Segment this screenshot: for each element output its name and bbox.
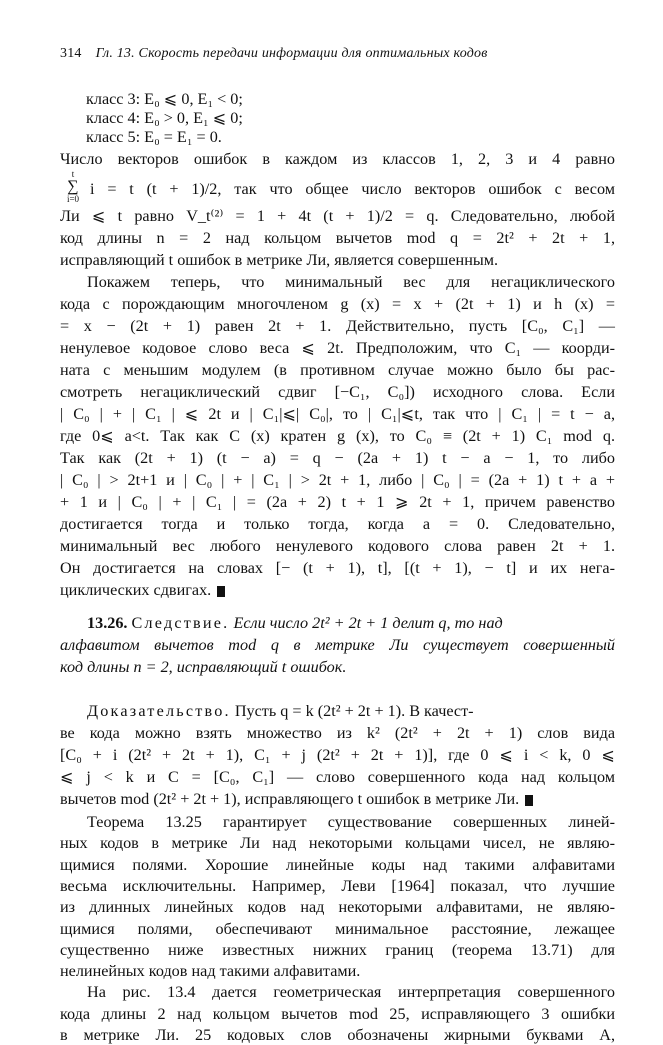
running-title: Гл. 13. Скорость передачи информации для оптимальных кодов: [95, 46, 488, 61]
text-line: Покажем теперь, что минимальный вес для негациклического: [87, 273, 615, 291]
text-line: щимися полями. Хорошие линейные коды над такими алфавитами: [60, 855, 615, 874]
proof-text: ве кода можно взять множество из k² (2t² + 2t + 1) слов вида: [60, 724, 615, 742]
text-line: [60, 579, 615, 601]
corollary-title: Следствие.: [131, 614, 230, 632]
page-number: 314: [60, 46, 82, 61]
class-line: класс 4: E₀ > 0, E₁ ⩽ 0;: [86, 109, 243, 127]
text-line: На рис. 13.4 дается геометрическая интерпретация совершенного: [87, 983, 615, 1002]
corollary-text: код длины n = 2, исправляющий t ошибок.: [60, 658, 347, 676]
text-line: кода длины 2 над кольцом вычетов mod 25, исправляющего 3 ошибки: [60, 1004, 615, 1023]
text-line: достигается тогда и только тогда, когда a = 0. Следовательно,: [60, 515, 615, 533]
class-line: класс 5: E₀ = E₁ = 0.: [86, 128, 222, 146]
summation-symbol: t ∑ i=0: [66, 169, 80, 204]
text-line: в метрике Ли. 25 кодовых слов обозначены жирными буквами A,: [60, 1026, 615, 1044]
proof-text: [60, 788, 615, 810]
running-header: [60, 46, 620, 62]
text-line: весьма исключительны. Например, Леви [1964] показал, что лучшие: [60, 876, 615, 895]
proof-text: ⩽ j < k и C = [C₀, C₁] — слово совершенного кода над кольцом: [60, 768, 615, 786]
text-line: Ли ⩽ t равно V_t⁽²⁾ = 1 + 4t (t + 1)/2 = q. Следовательно, любой: [60, 207, 615, 225]
text-line: = x − (2t + 1) равен 2t + 1. Действительно, пусть [C₀, C₁] —: [60, 317, 615, 335]
corollary-line: [87, 612, 615, 634]
proof-text: [C₀ + i (2t² + 2t + 1), C₁ + j (2t² + 2t + 1)], где 0 ⩽ i < k, 0 ⩽: [60, 746, 615, 764]
text-line: Он достигается на словах [− (t + 1), t], [(t + 1), − t] и их нега-: [60, 559, 615, 577]
text-line: где 0⩽ a<t. Так как C (x) кратен g (x), то C₀ ≡ (2t + 1) C₁ mod q.: [60, 427, 615, 445]
text-line: Теорема 13.25 гарантирует существование совершенных линей-: [87, 813, 615, 831]
text-line: i = t (t + 1)/2, так что общее число векторов ошибок с весом: [90, 180, 615, 198]
end-of-proof-mark: [525, 795, 533, 806]
text-line: ненулевое кодовое слово веса ⩽ 2t. Предположим, что C₁ — коорди-: [60, 339, 615, 357]
text-line: Так как (2t + 1) (t − a) = q − (2a + 1) t − a − 1, то либо: [60, 449, 615, 467]
proof-title: Доказательство.: [87, 702, 231, 720]
text-line: | C₀ | + | C₁ | ⩽ 2t и | C₁|⩽| C₀|, то | C₁|⩽t, так что | C₁ | = t − a,: [60, 405, 615, 423]
text-line: кода с порождающим многочленом g (x) = x + (2t + 1) и h (x) =: [60, 295, 615, 313]
text-line: минимальный вес любого ненулевого кодового слова равен 2t + 1.: [60, 537, 615, 555]
proof-text: Пусть q = k (2t² + 2t + 1). В качест-: [234, 702, 474, 720]
proof-line: [87, 700, 615, 722]
text-line: существенно ниже известных нижних границ (теорема 13.71) для: [60, 940, 615, 959]
text-line: нелинейных кодов над такими алфавитами.: [60, 962, 361, 981]
corollary-text: Если число 2t² + 2t + 1 делит q, то над: [233, 614, 503, 632]
text-line: исправляющий t ошибок в метрике Ли, является совершенным.: [60, 251, 499, 269]
text-line: Число векторов ошибок в каждом из классов 1, 2, 3 и 4 равно: [60, 150, 615, 168]
text-fragment: вычетов mod (2t² + 2t + 1), исправляющего t ошибок в метрике Ли.: [60, 790, 520, 808]
text-line: код длины n = 2 над кольцом вычетов mod q = 2t² + 2t + 1,: [60, 229, 615, 247]
corollary-number: 13.26.: [87, 614, 128, 632]
text-line: ных кодов в метрике Ли над некоторыми кольцами чисел, не являю-: [60, 834, 615, 853]
text-line: ната с меньшим модулем (в противном случае можно было бы рас-: [60, 361, 615, 379]
class-line: класс 3: E₀ ⩽ 0, E₁ < 0;: [86, 90, 243, 108]
text-line: щимися полями, обеспечивают минимальное расстояние, лежащее: [60, 919, 615, 938]
text-line: смотреть негациклический сдвиг [−C₁, C₀]) исходного слова. Если: [60, 383, 615, 401]
text-line: | C₀ | > 2t+1 и | C₀ | + | C₁ | > 2t + 1, либо | C₀ | = (2a + 1) t + a +: [60, 471, 615, 489]
text-fragment: циклических сдвигах.: [60, 581, 212, 599]
text-line: + 1 и | C₀ | + | C₁ | = (2a + 2) t + 1 ⩾ 2t + 1, причем равенство: [60, 493, 615, 511]
end-of-proof-mark: [217, 586, 225, 597]
corollary-text: алфавитом вычетов mod q в метрике Ли существует совершенный: [60, 636, 615, 654]
text-line: из длинных линейных кодов над некоторыми алфавитами, не являю-: [60, 898, 615, 917]
